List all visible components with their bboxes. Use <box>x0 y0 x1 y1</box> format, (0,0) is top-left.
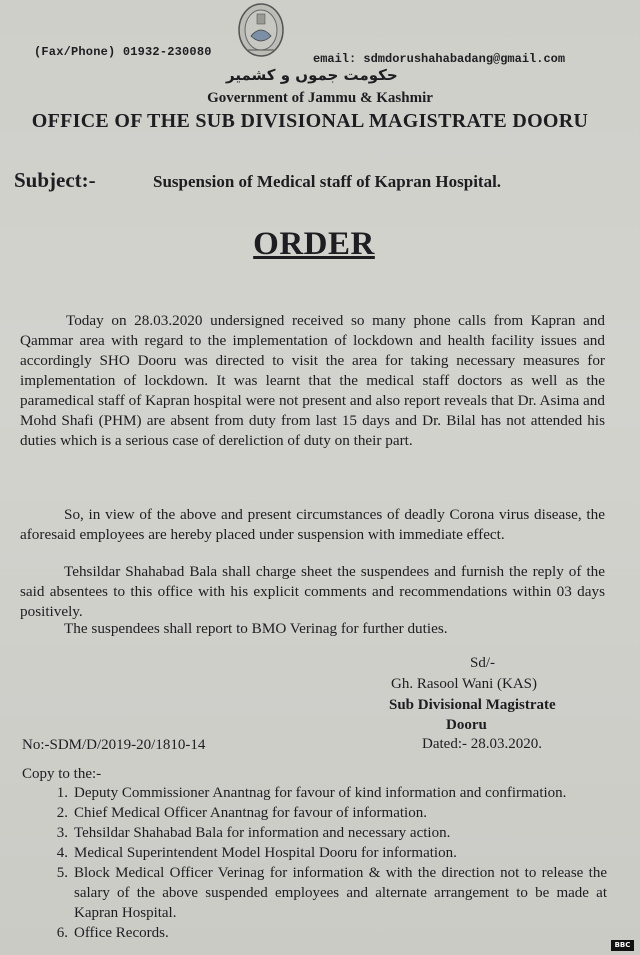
list-item: 1. Deputy Commissioner Anantnag for favour of kind information and confirmation. <box>56 785 567 801</box>
order-paragraph-1: Today on 28.03.2020 undersigned received so many phone calls from Kapran and Qammar area with regard to the implementation of lockdown and health facility issues and accordingly SHO Dooru was directed to visit the area for taking necessary measures for implementation of lockdown. It was learnt that the medical staff doctors as well as the paramedical staff of Kapran hospital were not present and also report reveals that Dr. Asima and Mohd Shafi (PHM) are absent from duty from last 15 days and Dr. Bilal has not attended his duties which is a serious case of dereliction of duty on their part. <box>20 312 605 450</box>
subject-label: Subject:- <box>14 168 96 192</box>
order-paragraph-2: So, in view of the above and present circumstances of deadly Corona virus disease, the aforesaid employees are hereby placed under suspension with immediate effect. <box>20 506 605 544</box>
order-heading: ORDER <box>253 226 375 262</box>
urdu-government-line: حکومت جموں و کشمیر <box>226 66 398 84</box>
signatory-name: Gh. Rasool Wani (KAS) <box>391 676 538 692</box>
bbc-watermark-logo: BBC <box>611 940 634 951</box>
list-item: 3. Tehsildar Shahabad Bala for information and necessary action. <box>56 825 451 841</box>
reference-date: Dated:- 28.03.2020. <box>422 736 542 752</box>
copy-to-heading: Copy to the:- <box>22 766 102 782</box>
reference-number: No:-SDM/D/2019-20/1810-14 <box>22 737 206 753</box>
government-name: Government of Jammu & Kashmir <box>207 90 433 106</box>
list-item: 2. Chief Medical Officer Anantnag for favour of information. <box>56 805 427 821</box>
state-emblem-icon <box>236 2 286 58</box>
list-item: 5. Block Medical Officer Verinag for information & with the direction not to release the salary of the above suspended employees and alternate arrangement to be made at Kapran Hospital. <box>56 865 607 921</box>
order-paragraph-4: The suspendees shall report to BMO Verinag for further duties. <box>64 620 448 638</box>
subject-text: Suspension of Medical staff of Kapran Hospital. <box>153 172 502 191</box>
office-title: OFFICE OF THE SUB DIVISIONAL MAGISTRATE DOORU <box>31 110 589 132</box>
copy-to-list <box>22 783 607 943</box>
fax-phone: (Fax/Phone) 01932-230080 <box>34 45 212 59</box>
order-paragraph-3: Tehsildar Shahabad Bala shall charge sheet the suspendees and furnish the reply of the said absentees to this office with his explicit comments and recommendations within 03 days positively. <box>20 563 605 621</box>
email-address: email: sdmdorushahabadang@gmail.com <box>313 52 566 66</box>
list-item: 4. Medical Superintendent Model Hospital Dooru for information. <box>56 845 457 861</box>
signatory-designation: Sub Divisional Magistrate <box>389 697 556 713</box>
signature-sd: Sd/- <box>470 655 496 671</box>
list-item: 6. Office Records. <box>56 925 169 941</box>
signatory-place: Dooru <box>446 717 487 733</box>
